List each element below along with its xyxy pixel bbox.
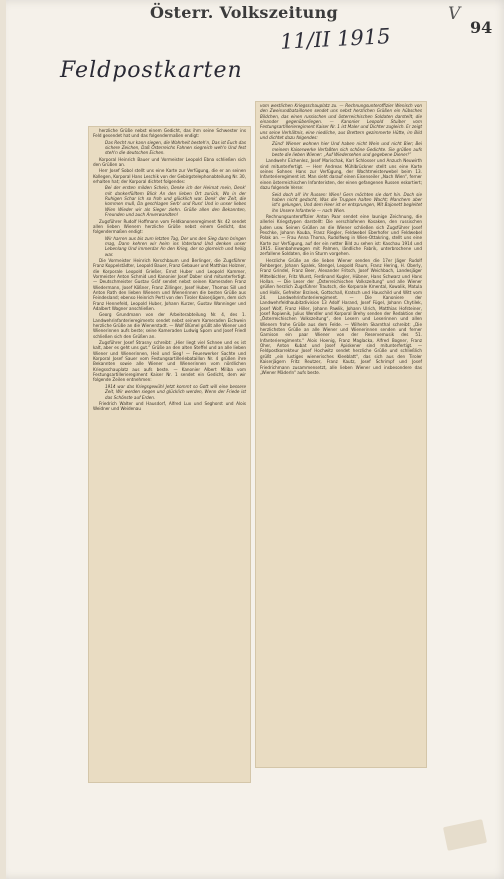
right-column-text (256, 102, 426, 379)
left-verse: Wir harren aus bis zum letzten Tag, Der uns den Sieg dann bringen mag, Dann kehren wir heim ins Vaterland Und denken unser Lebenlang Und immerdar An den Krieg, der so glorreich und heilig war. (105, 236, 246, 258)
left-paragraph: Die Vormeister Heinrich Kerschbaum und Berlinger, die Zugsführer Franz Koppelstädter, Leopold Bauer, Franz Gebauer und Matthias Holzner, die Korporale Leopold Grießer, Ernst Huber und Leopold Kammer, Vormeister Anton Schmid und Kanonier Josef Daber sind mitunterfertigt. — Deutschmeister Gustav Gräf sendet nebst seinen Kameraden Franz Wiedermann, Josef Kößner, Franz Zillinger, Josef Huber, Thomas Sill und Anton Rath den lieben Wienern und Wienerinnen die besten Grüße aus Feindesland; ebenso Heinrich Pertl von den Tiroler Kaiserjägern, dem sich Franz Hennefeld, Leopold Huber, Johann Kurzer, Gustav Wanninger und Adalbert Wagner anschließen. (93, 258, 246, 312)
left-paragraph: Friedrich Walter und Hausdorf, Alfred Lux und Seghorst und Alois Weidner und Weidenau (93, 401, 246, 413)
page-number: 94 (470, 18, 493, 37)
page-edge (0, 0, 6, 879)
right-paragraph: Rechnungsunteroffizier Anton Paar sendet eine launige Zeichnung, die allerlei Kriegstypen darstellt: Die verschlafenen Kosaken, den russischen Juden usw. Seinen Grüßen an die Wiener schließen sich Zugsführer Josef Peschke, Johann Kouba, Franz Riegler, Feldwebel Eberhofer und Feldwebel Polak an. — Frau Anna Thoma, Rudolfweg in Wien-Ottakring, stellt uns eine Karte zur Verfügung, auf der ein netter Bild zu sehen ist: Kaschau 1914 und 1915. Eisenbahnwagen mit Palmen, ländliche Fabrik, unterbrochene und zerfallene Soldaten, die in Sturm vorgehen. (260, 214, 422, 258)
left-paragraph: Zugsführer Rudolf Hoffmann vom Feldkanonenregiment Nr. 42 sendet allen lieben Wienern herzliche Grüße nebst einem Gedicht, das folgendermaßen endigt: (93, 219, 246, 236)
pencil-roman-numeral: V (448, 4, 461, 24)
left-column-text (89, 127, 250, 416)
right-verse: Zünd' Wiener wohnen hier Und haben nicht Wein und nicht Bier; Bei meinem Kaiserwerke Verfaßten sich schöne Gedichte. Sie grüßen aufs beste die lieben Wiener: „Auf Wiedersehen und gegebene Diener!“ (272, 142, 422, 159)
handwritten-date: 11/II 1915 (279, 24, 392, 54)
left-verse: Bei der ersten milden Schein, Denke ich der Heimat mein, Denk' mit dankerfülltem Blick An den lieben Ort zurück, Wo in der Ruhigen Schar Ich so froh und glücklich war. Denk' der Zeit, die kommen muß, Da geschlagen Serb' und Russ' Und in unser liebes Wien Wieder wir als Sieger ziehn. Grüße allen den Bekannten, Freunden und auch Anverwandten! (105, 186, 246, 219)
left-paragraph: Zugsführer Josef Strasny schreibt: „Hier liegt viel Schnee und es ist kalt, aber es geht uns gut.“ Grüße an den alten Steffel und an alle lieben Wiener und Wienerinnen, Heil und Sieg! — Feuerwerker Sachte und Korporal Josef Sauer vom Festungsartilleriebataillon Nr. 4 grüßen ihre Bekannten sowie alle Wiener und Wienerinnen vom nördlichen Kriegsschauplatz aus aufs beste. — Kanonier Albert Miliba vom Festungsartillerieregiment Kaiser Nr. 1 sendet ein Gedicht, dem wir folgende Zeilen entnehmen: (93, 341, 246, 384)
left-paragraph: Korporal Heinrich Bauer und Vormeister Leopold Ebna schließen sich den Grüßen an. (93, 157, 246, 169)
clipping-left (88, 126, 251, 783)
clipping-right (255, 101, 427, 768)
right-paragraph: vom westlichen Kriegsschauplatz zu. — Rechnungsunteroffizier Wenisch von den Zweirundbataillonen sendet uns nebst herzlichen Grüßen ein hübsches Bildchen, das einen russischen und österreichischen Soldaten darstellt, die einander gegenüberliegen. — Kanonier Leopold Stuiber vom Festungsartillerieregiment Kaiser Nr. 1 ist Maler und Dichter zugleich. Er zeigt uns seine Verhältnis, eine niedliche, aus Brettern gezimmerte Hütte, im Bild und dichtet dazu folgendes: (260, 104, 422, 142)
left-verse: 1914 war das Kriegsgewühl Jetzt kommt so Gott will eine bessere Zeit, Wir werden siegen und glücklich werden, Wenn der Friede ist das Schönste auf Erden. (105, 384, 246, 401)
left-paragraph: Herr Josef Sobol stellt uns eine Karte zur Verfügung, die er an seinen Kollegen, Korporal Hans Leschik von der Gebirgstelephonabteilung Nr. 30, erhalten hat; der Korporal dichtet folgendes: (93, 169, 246, 186)
left-verse: Das Recht nur kann siegen, die Wahrheit besteh'n, Das ist Euch das sichere Zeichen, Daß Österreichs Fahnen siegreich weh'n Und fest steh'n die deutschen Eichen. (105, 140, 246, 157)
right-paragraph: Herzliche Grüße an die lieben Wiener senden die 17er Jäger Rudolf Rehberger, Johann Spalek, Stengel, Leopold Raum, Franz Hering, H. Oberly, Franz Grindel, Franz Beer, Alexander Fritsch, Josef Weichbach, Landesjäger Mittelbichler, Fritz Wurst, Ferdinand Kugler, Hübner, Hans Schwarz und Hans Hollan. — Die Leser der „Österreichischen Volkszeitung“ und alle Wiener grüßen herzlich Zugsführer Trautsch, die Korporale Kmental, Kowalik, Matula und Holik, Gefreiter Brzinek, Gottschall, Kratsch und Hauschild und Witt vom 24. Landwehrinfanterieregiment. — Die Kanoniere der Landwehrfeldhaubitzdivision 13 Adolf Harand, Josef Fügel, Johann Chytilek, Josef Wolf, Franz Hiller, Johann Pawlik, Johann Ulrich, Matthias Hofsteiner, Josef Ropiwnik, Julius Wendler und Korporal Brehy senden der Redaktion der „Österreichischen Volkszeitung“, den Lesern und Leserinnen und allen Wienern frohe Grüße aus dem Felde. — Wilhelm Skarnthal schreibt: „Die herzlichsten Grüße an alle Wiener und Wienerinnen senden und ferner Garnison ein paar Wiener von der Reservemusik des 51. Infanterieregiments.“ Alois Hoenig, Franz Maglacka, Alfred Bogner, Franz Oher, Anton Kubat und Josef Apiskener sind mitunterfertigt. — Feldpostkorrekteur Josef Hochwitz sendet herzliche Grüße und schließlich grüßt „ein lustiges wienerisches Kleeblatt“, das sich aus den Tiroler Kaiserjägern Fritz Reutzer, Franz Kautz, Josef Schrimpf und Josef Friedrichmann zusammensetzt, alle lieben Wiener und insbesondere das „Wiener Mäderln“ aufs beste. (260, 258, 422, 376)
handwritten-title: Feldpostkarten (60, 58, 243, 83)
left-paragraph: Georg Grundmann von der Arbeiterabteilung Nr. 4, des 1. Landwehrinfanterieregiments sendet nebst seinem Kameraden Eichwein herzliche Grüße an die Wienerstadt. — Wolf Blümel grüßt alle Wiener und Wienerinnen aufs beste; seine Kameraden Ludwig Sporn und Josef Friedl schließen sich den Grüßen an. (93, 313, 246, 340)
newspaper-masthead: Österr. Volkszeitung (150, 3, 339, 22)
paper-fold-mark (443, 819, 487, 851)
left-paragraph: herzliche Grüße nebst einem Gedicht, das ihm seine Schwester ins Feld gesendet hat und das folgendermaßen endigt: (93, 129, 246, 140)
right-verse: Seid doch all' ihr Russen: Wien! Gern möchten sie dort hin. Doch sie haben nicht gedacht, Was die Truppen halten Wacht; Manchem aber ist's gelungen, Und dem Heer ist er entsprungen, Mit Bajonett begleitet ihn Unsere Infanterie — nach Wien. (272, 192, 422, 214)
right-paragraph: Landwehr Eichenlez, Josef Marischak, Karl Schlosser und Anzuch Neuwirth sind mitunterfertigt. — Herr Andreas Mühlbrückner stellt uns eine Karte seines Sohnes Hans zur Verfügung, der Wachtmeisterwebel beim 13. Infanterieregiment ist. Man sieht darauf einen Eisenseiler „Nach Wien“, ferner einen österreichischen Infanteristen, der einen gefangenen Russen eskortiert; dazu folgende Verse: (260, 159, 422, 192)
